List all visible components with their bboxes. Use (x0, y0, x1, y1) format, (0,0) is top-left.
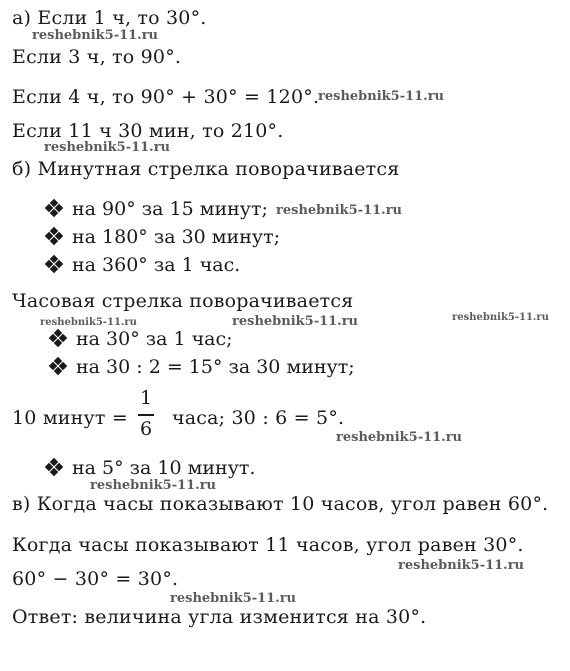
list-item-text: на 90° за 15 минут; (72, 198, 268, 220)
fraction-one-sixth (135, 387, 157, 445)
part-a-line-4: Если 11 ч 30 мин, то 210°. (12, 120, 284, 142)
hour-item-2 (50, 355, 355, 379)
watermark: reshebnik5-11.ru (32, 28, 159, 43)
watermark: reshebnik5-11.ru (318, 89, 445, 104)
bullet-diamond-icon (46, 200, 62, 216)
watermark: reshebnik5-11.ru (276, 203, 403, 218)
list-item-text: на 360° за 1 час. (72, 254, 241, 276)
watermark: reshebnik5-11.ru (90, 478, 217, 493)
watermark: reshebnik5-11.ru (40, 317, 137, 328)
list-item-text: на 30° за 1 час; (76, 328, 233, 350)
hour-hand-heading: Часовая стрелка поворачивается (12, 290, 354, 312)
watermark: reshebnik5-11.ru (452, 312, 549, 323)
watermark: reshebnik5-11.ru (44, 140, 171, 155)
bullet-diamond-icon (46, 228, 62, 244)
part-a-line-1: а) Если 1 ч, то 30°. (12, 7, 207, 29)
list-item-text: на 5° за 10 минут. (72, 457, 256, 479)
hour-item-1 (50, 327, 233, 351)
fraction-numerator: 1 (139, 387, 153, 409)
part-a-line-2: Если 3 ч, то 90°. (12, 46, 182, 68)
minute-hand-heading: б) Минутная стрелка поворачивается (12, 158, 400, 180)
bullet-diamond-icon (50, 358, 66, 374)
ten-minute-item (46, 456, 255, 480)
hour-fraction-calc: часа; 30 : 6 = 5°. (172, 407, 345, 429)
minute-item-3 (46, 253, 240, 277)
list-item-text: на 180° за 30 минут; (72, 226, 280, 248)
bullet-diamond-icon (50, 330, 66, 346)
watermark: reshebnik5-11.ru (398, 558, 525, 573)
minute-item-2 (46, 225, 280, 249)
bullet-diamond-icon (46, 256, 62, 272)
watermark: reshebnik5-11.ru (170, 591, 297, 606)
part-c-line-1: в) Когда часы показывают 10 часов, угол равен 60°. (12, 493, 549, 515)
watermark: reshebnik5-11.ru (336, 430, 463, 445)
ten-minutes-label: 10 минут = (12, 407, 128, 429)
watermark: reshebnik5-11.ru (232, 314, 359, 329)
minute-item-1 (46, 197, 268, 221)
part-c-equation: 60° − 30° = 30°. (12, 568, 179, 590)
part-a-line-3: Если 4 ч, то 90° + 30° = 120°. (12, 86, 320, 108)
bullet-diamond-icon (46, 459, 62, 475)
fraction-bar (138, 414, 154, 416)
fraction-denominator: 6 (139, 418, 153, 440)
answer-line: Ответ: величина угла изменится на 30°. (12, 606, 427, 628)
list-item-text: на 30 : 2 = 15° за 30 минут; (76, 356, 355, 378)
part-c-line-2: Когда часы показывают 11 часов, угол равен 30°. (12, 534, 524, 556)
